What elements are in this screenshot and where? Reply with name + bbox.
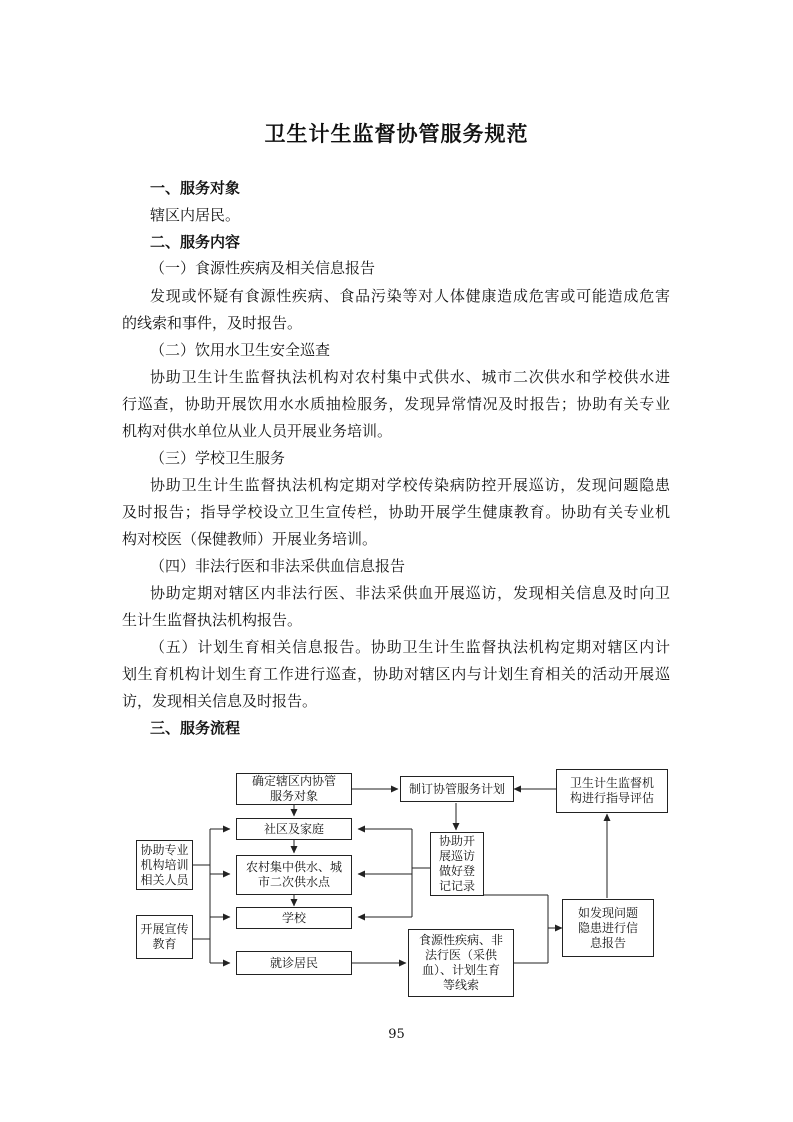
flow-box-train-staff bbox=[136, 840, 193, 890]
item3-line: 及时报告；指导学校设立卫生宣传栏，协助开展学生健康教育。协助有关专业机 bbox=[122, 503, 670, 521]
item3-line: 协助卫生计生监督执法机构定期对学校传染病防控开展巡访，发现问题隐患 bbox=[150, 476, 670, 494]
item4-line: 协助定期对辖区内非法行医、非法采供血开展巡访，发现相关信息及时向卫 bbox=[150, 584, 670, 602]
item4-line: 生计生监督执法机构报告。 bbox=[122, 611, 303, 629]
flow-box-label: 卫生计生监督机 构进行指导评估 bbox=[569, 776, 654, 805]
item2-line: 机构对供水单位从业人员开展业务培训。 bbox=[122, 422, 393, 440]
flow-box-make-plan bbox=[400, 776, 514, 802]
item2-line: 协助卫生计生监督执法机构对农村集中式供水、城市二次供水和学校供水进 bbox=[150, 368, 670, 386]
item5-line: （五）计划生育相关信息报告。协助卫生计生监督执法机构定期对辖区内计 bbox=[150, 638, 670, 656]
item5-line: 访，发现相关信息及时报告。 bbox=[122, 692, 318, 710]
flow-box-label: 食源性疾病、非 法行医（采供 血）、计划生育 等线索 bbox=[418, 933, 503, 992]
flow-box-label: 开展宣传 教育 bbox=[140, 922, 189, 951]
flow-box-school bbox=[236, 907, 352, 929]
item2-line: 行巡查，协助开展饮用水水质抽检服务，发现异常情况及时报告；协助有关专业 bbox=[122, 395, 670, 413]
flow-box-label: 制订协管服务计划 bbox=[408, 781, 505, 796]
flow-box-label: 农村集中供水、城 市二次供水点 bbox=[245, 860, 342, 889]
flow-box-supervision-agency bbox=[556, 769, 668, 813]
page-number: 95 bbox=[388, 1027, 405, 1042]
item3-line: 构对校医（保健教师）开展业务培训。 bbox=[122, 530, 378, 548]
item1-line: 发现或怀疑有食源性疾病、食品污染等对人体健康造成危害或可能造成危害 bbox=[150, 287, 670, 305]
flow-box-assist-patrol bbox=[430, 832, 484, 896]
flow-box-clues bbox=[408, 929, 514, 997]
flow-box-label: 确定辖区内协管 服务对象 bbox=[251, 774, 336, 803]
page-title: 卫生计生监督协管服务规范 bbox=[264, 122, 529, 146]
flow-box-community bbox=[236, 818, 352, 840]
item1-heading: （一）食源性疾病及相关信息报告 bbox=[150, 259, 376, 277]
item2-heading: （二）饮用水卫生安全巡查 bbox=[150, 341, 331, 359]
item3-heading: （三）学校卫生服务 bbox=[150, 449, 286, 467]
section-heading-service-targets: 一、服务对象 bbox=[150, 179, 241, 197]
flow-box-patients bbox=[236, 951, 352, 975]
item4-heading: （四）非法行医和非法采供血信息报告 bbox=[150, 557, 406, 575]
section-heading-service-content: 二、服务内容 bbox=[150, 233, 241, 251]
flow-box-confirm-targets bbox=[236, 773, 352, 805]
section-heading-service-process: 三、服务流程 bbox=[150, 719, 241, 737]
flow-box-publicity bbox=[136, 915, 193, 959]
flow-box-label: 协助专业 机构培训 相关人员 bbox=[140, 842, 189, 887]
flow-box-label: 就诊居民 bbox=[269, 955, 318, 970]
flow-box-report-hazards bbox=[562, 899, 654, 957]
flow-box-label: 如发现问题 隐患进行信 息报告 bbox=[577, 905, 638, 950]
flow-box-label: 协助开 展巡访 做好登 记记录 bbox=[438, 834, 475, 893]
item5-line: 划生育机构计划生育工作进行巡查，协助对辖区内与计划生育相关的活动开展巡 bbox=[122, 665, 670, 683]
flow-box-label: 社区及家庭 bbox=[263, 821, 324, 836]
flow-box-label: 学校 bbox=[281, 910, 306, 925]
flow-box-water-supply bbox=[236, 855, 352, 895]
service-targets-text: 辖区内居民。 bbox=[150, 206, 241, 224]
item1-line: 的线索和事件，及时报告。 bbox=[122, 314, 303, 332]
